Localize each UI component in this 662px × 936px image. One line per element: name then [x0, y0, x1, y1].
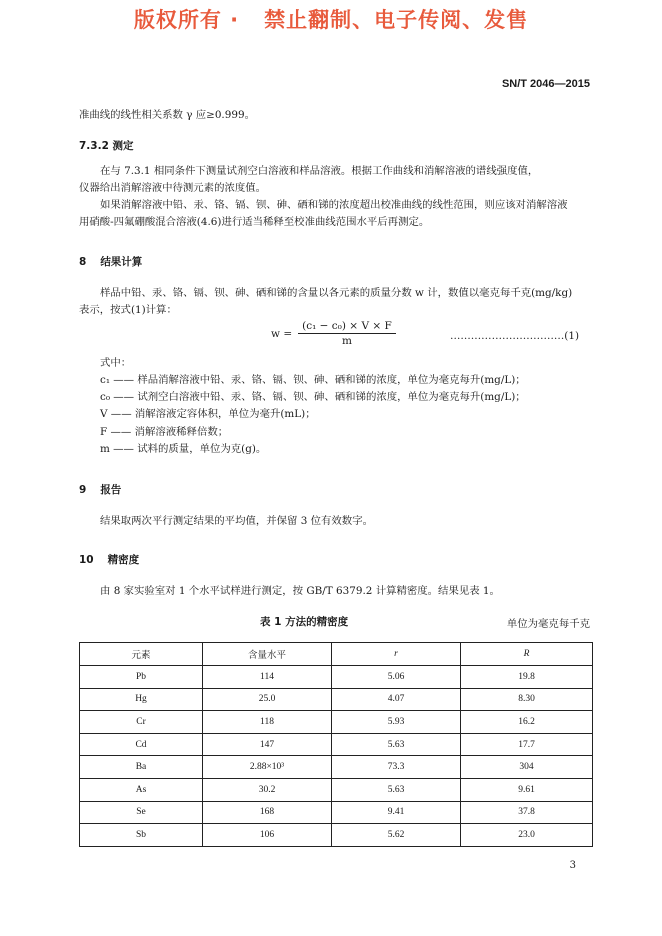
cell-R: 16.2	[461, 711, 593, 734]
cell-r: 73.3	[332, 756, 461, 779]
section-8-number: 8	[79, 256, 87, 268]
section-7-3-2-heading: 7.3.2 测定	[79, 140, 134, 152]
header-R	[461, 643, 593, 666]
formula-lhs: w =	[271, 327, 293, 340]
section-10-heading	[79, 552, 139, 567]
cell-R: 23.0	[461, 824, 593, 847]
cell-element: Cd	[80, 733, 203, 756]
section-9-text: 结果取两次平行测定结果的平均值，并保留 3 位有效数字。	[100, 515, 373, 527]
s732-para1-line2: 仪器给出消解溶液中待测元素的浓度值。	[79, 182, 267, 194]
header-content-level: 含量水平	[203, 643, 332, 666]
cell-r: 5.93	[332, 711, 461, 734]
cell-r: 9.41	[332, 801, 461, 824]
intro-line: 准曲线的线性相关系数 γ 应≥0.999。	[79, 109, 255, 121]
cell-content-level: 2.88×10³	[203, 756, 332, 779]
header-r	[332, 643, 461, 666]
cell-content-level: 118	[203, 711, 332, 734]
table-header-row	[80, 643, 593, 666]
cell-element: Sb	[80, 824, 203, 847]
cell-R: 8.30	[461, 688, 593, 711]
table-row	[80, 688, 593, 711]
cell-element: Pb	[80, 666, 203, 689]
s732-para2-line1: 如果消解溶液中铅、汞、铬、镉、钡、砷、硒和锑的浓度超出校准曲线的线性范围，则应该对消解溶液	[100, 199, 568, 211]
table-row	[80, 711, 593, 734]
var-m-definition: m —— 试料的质量，单位为克(g)。	[100, 443, 267, 455]
cell-content-level: 30.2	[203, 778, 332, 801]
section-9-number: 9	[79, 484, 87, 496]
s732-para1-line1: 在与 7.3.1 相同条件下测量试剂空白溶液和样品溶液。根据工作曲线和消解溶液的谱线强度值，	[100, 165, 539, 177]
cell-r: 5.62	[332, 824, 461, 847]
table-row	[80, 824, 593, 847]
cell-R: 37.8	[461, 801, 593, 824]
var-c0-definition: c₀ —— 试剂空白溶液中铅、汞、铬、镉、钡、砷、硒和锑的浓度，单位为毫克每升(mg/L)；	[100, 391, 526, 403]
precision-table	[79, 642, 593, 847]
cell-content-level: 168	[203, 801, 332, 824]
cell-r: 4.07	[332, 688, 461, 711]
section-10-number: 10	[79, 554, 94, 566]
cell-content-level: 106	[203, 824, 332, 847]
formula-denominator: m	[341, 335, 352, 347]
table-row	[80, 778, 593, 801]
s8-para-line2: 表示，按式(1)计算：	[79, 304, 177, 316]
var-v-definition: V —— 消解溶液定容体积，单位为毫升(mL)；	[100, 408, 316, 420]
cell-R: 17.7	[461, 733, 593, 756]
cell-element: Cr	[80, 711, 203, 734]
formula-1	[271, 320, 396, 347]
table-row	[80, 733, 593, 756]
table-title: 表 1 方法的精密度	[260, 616, 349, 628]
formula-numerator: (c₁ − c₀) × V × F	[298, 320, 396, 334]
cell-r: 5.06	[332, 666, 461, 689]
cell-content-level: 25.0	[203, 688, 332, 711]
cell-content-level: 114	[203, 666, 332, 689]
formula-number: ……………………………(1)	[450, 330, 580, 342]
cell-content-level: 147	[203, 733, 332, 756]
section-9-heading	[79, 482, 121, 497]
section-8-title: 结果计算	[100, 256, 143, 268]
cell-R: 304	[461, 756, 593, 779]
header-R-symbol: R	[523, 649, 530, 659]
table-row	[80, 801, 593, 824]
cell-R: 19.8	[461, 666, 593, 689]
cell-element: Ba	[80, 756, 203, 779]
page-number: 3	[569, 860, 576, 871]
where-label: 式中：	[100, 357, 132, 369]
cell-r: 5.63	[332, 778, 461, 801]
section-9-title: 报告	[100, 484, 122, 496]
section-10-text: 由 8 家实验室对 1 个水平试样进行测定，按 GB/T 6379.2 计算精密度。结果见表 1。	[100, 585, 500, 597]
s732-para2-line2: 用硝酸-四氟硼酸混合溶液(4.6)进行适当稀释至校准曲线范围水平后再测定。	[79, 216, 430, 228]
section-10-title: 精密度	[107, 554, 140, 566]
header-r-symbol: r	[394, 649, 398, 659]
cell-element: As	[80, 778, 203, 801]
header-element: 元素	[80, 643, 203, 666]
table-unit: 单位为毫克每千克	[506, 618, 590, 630]
cell-r: 5.63	[332, 733, 461, 756]
s8-para-line1: 样品中铅、汞、铬、镉、钡、砷、硒和锑的含量以各元素的质量分数 w 计，数值以毫克每千克(mg/kg)	[100, 287, 573, 299]
cell-element: Hg	[80, 688, 203, 711]
table-row	[80, 756, 593, 779]
var-f-definition: F —— 消解溶液稀释倍数；	[100, 426, 229, 438]
cell-element: Se	[80, 801, 203, 824]
standard-number: SN/T 2046—2015	[501, 78, 590, 90]
copyright-watermark: 版权所有 · 禁止翻制、电子传阅、发售	[133, 8, 529, 32]
var-c1-definition: c₁ —— 样品消解溶液中铅、汞、铬、镉、钡、砷、硒和锑的浓度，单位为毫克每升(mg/L)；	[100, 374, 526, 386]
table-row	[80, 666, 593, 689]
section-8-heading	[79, 254, 142, 269]
cell-R: 9.61	[461, 778, 593, 801]
